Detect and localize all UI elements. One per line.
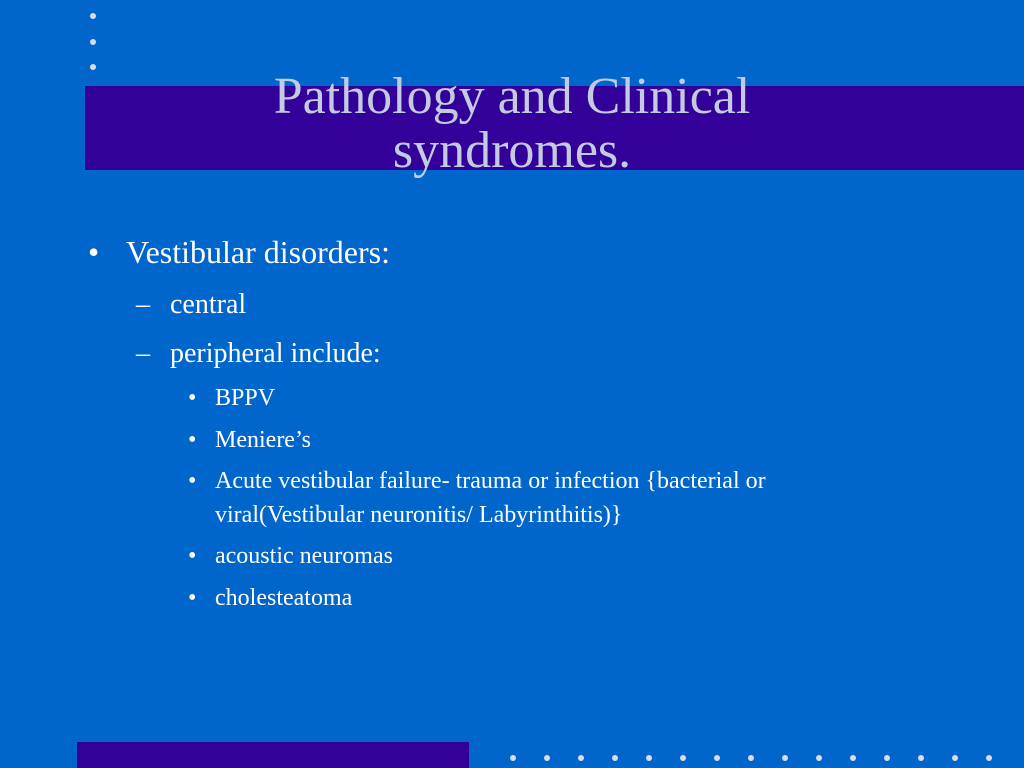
list-item-acute-vestibular-failure [188, 464, 888, 532]
bullet-icon: • [88, 234, 100, 270]
list-item-acoustic-neuromas [188, 539, 888, 573]
list-item-menieres [188, 423, 888, 457]
list-item-text: Meniere’s [215, 427, 311, 453]
bullet-icon: • [188, 427, 197, 453]
sub-bullet-text: peripheral include: [170, 338, 381, 369]
list-item-text: BPPV [215, 385, 276, 411]
list-item-text: Acute vestibular failure- trauma or infection {bacterial or viral(Vestibular neuronitis/ Labyrinthitis)} [215, 468, 766, 528]
list-item-text: cholesteatoma [215, 585, 353, 611]
slide-title-line-1: Pathology and Clinical [273, 68, 751, 125]
bullet-icon: • [188, 385, 197, 411]
sub-bullet-text: central [170, 289, 247, 320]
list-item-text: acoustic neuromas [215, 543, 393, 569]
list-item-cholesteatoma [188, 581, 888, 615]
dash-icon: – [136, 289, 150, 320]
dash-icon: – [136, 338, 150, 369]
bullet-icon: • [188, 468, 197, 494]
slide-title-line-2: syndromes. [392, 122, 632, 179]
bullet-icon: • [188, 543, 197, 569]
bullet-text: Vestibular disorders: [126, 234, 390, 270]
bullet-icon: • [188, 585, 197, 611]
list-item-bppv [188, 381, 888, 415]
